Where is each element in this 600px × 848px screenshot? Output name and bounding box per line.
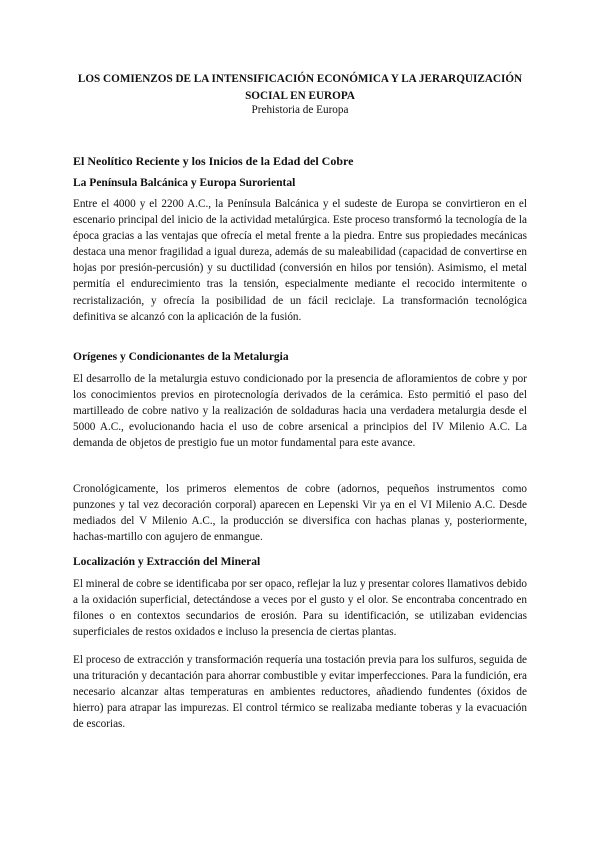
document-title: LOS COMIENZOS DE LA INTENSIFICACIÓN ECONÓMICA Y LA JERARQUIZACIÓN SOCIAL EN EUROPA	[77, 73, 523, 102]
subsection-heading: Localización y Extracción del Mineral	[73, 556, 261, 568]
paragraph: El desarrollo de la metalurgia estuvo condicionado por la presencia de afloramientos de cobre y por los conocimientos previos en pirotecnología derivados de la cerámica. Esto permitió el paso del martilleado de cobre nativo y la realización de soldaduras hacia una verdadera metalurgia desde el 5000 A.C., evolucionando hacia el uso de cobre arsenical a principios del IV Milenio A.C. La demanda de objetos de prestigio fue un motor fundamental para este avance.	[73, 373, 527, 450]
paragraph: Entre el 4000 y el 2200 A.C., la Península Balcánica y el sudeste de Europa se convirtieron en el escenario principal del inicio de la actividad metalúrgica. Este proceso transformó la tecnología de la época gracias a las ventajas que ofrecía el metal frente a la piedra. Entre sus propiedades mecánicas destaca una menor fragilidad a igual dureza, además de su maleabilidad (capacidad de convertirse en hojas por presión-percusión) y su ductilidad (conversión en hilos por tensión). Asimismo, el metal permitía el endurecimiento tras la tensión, especialmente mediante el recocido intermitente o recristalización, y ofrecía la posibilidad de un fácil reciclaje. La transformación tecnológica definitiva se alcanzó con la aplicación de la fusión.	[73, 198, 527, 323]
document-subtitle: Prehistoria de Europa	[251, 104, 349, 116]
paragraph: Cronológicamente, los primeros elementos de cobre (adornos, pequeños instrumentos como punzones y tal vez decoración corporal) aparecen en Lepenski Vir ya en el VI Milenio A.C. Desde mediados del V Milenio A.C., la producción se diversifica con hachas planas y, posteriormente, hachas-martillo con agujero de enmangue.	[73, 483, 527, 544]
subsection-heading: Orígenes y Condicionantes de la Metalurgia	[73, 351, 289, 363]
section-heading: El Neolítico Reciente y los Inicios de la Edad del Cobre	[73, 154, 354, 168]
paragraph: El proceso de extracción y transformación requería una tostación previa para los sulfuros, seguida de una trituración y decantación para ahorrar combustible y evitar imperfecciones. Para la fundición, era necesario alcanzar altas temperaturas en ambientes reductores, añadiendo fundentes (óxidos de hierro) para atrapar las impurezas. El control térmico se realizaba mediante toberas y la evacuación de escorias.	[73, 654, 527, 731]
paragraph: El mineral de cobre se identificaba por ser opaco, reflejar la luz y presentar colores llamativos debido a la oxidación superficial, detectándose a veces por el gusto y el olor. Se encontraba concentrado en filones o en contextos secundarios de erosión. Para su identificación, se utilizaban evidencias superficiales de restos oxidados e incluso la presencia de ciertas plantas.	[73, 578, 527, 639]
subsection-heading: La Península Balcánica y Europa Suroriental	[73, 177, 296, 189]
